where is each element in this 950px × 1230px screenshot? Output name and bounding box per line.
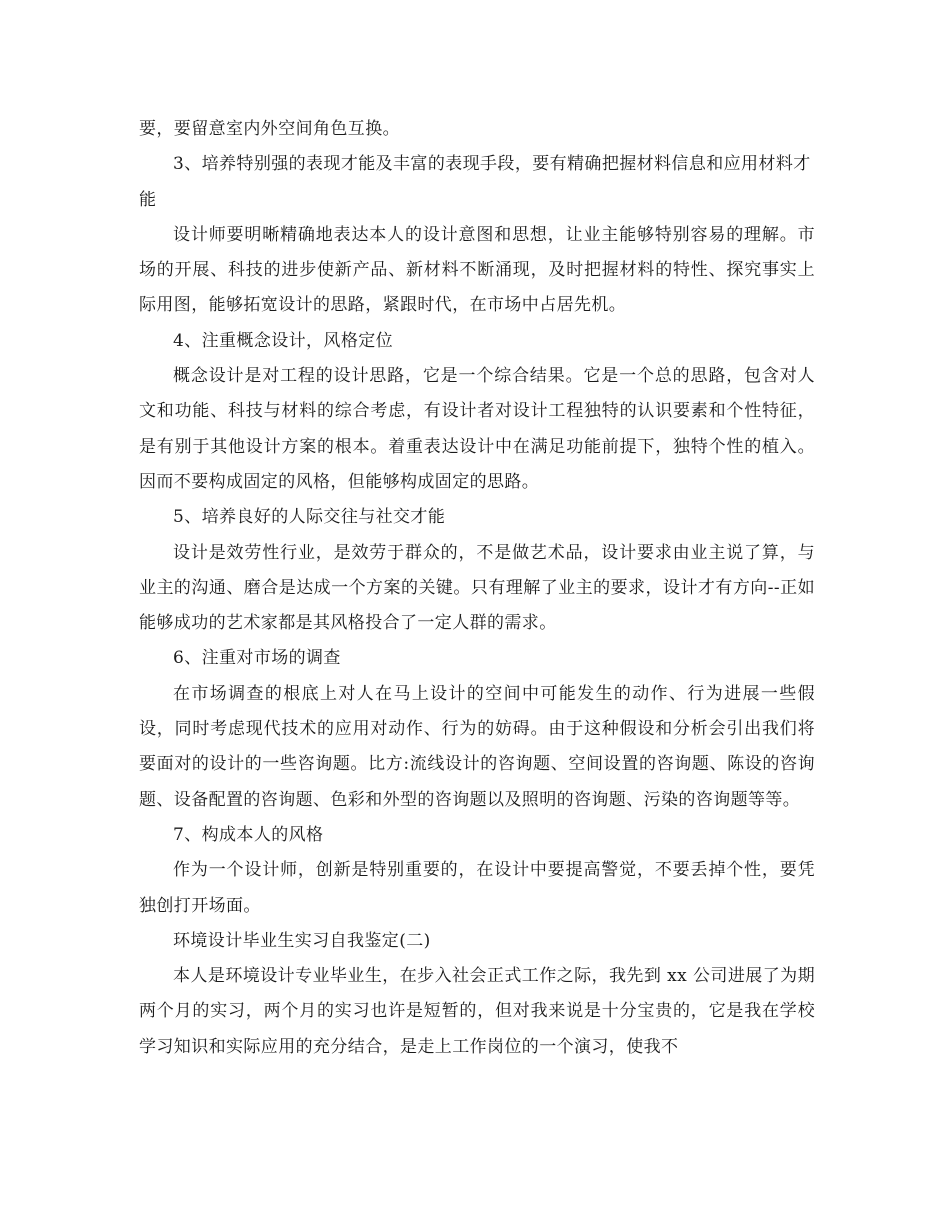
paragraph-market-survey: 在市场调查的根底上对人在马上设计的空间中可能发生的动作、行为进展一些假设，同时考虑现代技术的应用对动作、行为的妨碍。由于这种假设和分析会引出我们将要面对的设计的一些咨询题。比方:流线设计的咨询题、空间设置的咨询题、陈设的咨询题、设备配置的咨询题、色彩和外型的咨询题以及照明的咨询题、污染的咨询题等等。 — [139, 683, 815, 810]
document-subtitle: 环境设计毕业生实习自我鉴定(二) — [173, 930, 431, 951]
paragraph-designer-expression: 设计师要明晰精确地表达本人的设计意图和思想，让业主能够特别容易的理解。市场的开展、科技的进步使新产品、新材料不断涌现，及时把握材料的特性、探究事实上际用图，能够拓宽设计的思路，紧跟时代，在市场中占居先机。 — [139, 224, 815, 316]
paragraph-continuation: 要，要留意室内外空间角色互换。 — [139, 119, 400, 139]
paragraph-service-industry: 设计是效劳性行业，是效劳于群众的，不是做艺术品，设计要求由业主说了算，与业主的沟通、磨合是达成一个方案的关键。只有理解了业主的要求，设计才有方向--正如能够成功的艺术家都是其风格投合了一定人群的需求。 — [139, 542, 815, 634]
section-heading-4: 4、注重概念设计，风格定位 — [173, 330, 394, 351]
section-heading-7: 7、构成本人的风格 — [173, 824, 324, 845]
document-body — [139, 112, 815, 1065]
section-heading-3: 3、培养特别强的表现才能及丰富的表现手段，要有精确把握材料信息和应用材料才能 — [139, 154, 811, 210]
paragraph-internship-intro: 本人是环境设计专业毕业生，在步入社会正式工作之际，我先到 xx 公司进展了为期两个月的实习，两个月的实习也许是短暂的，但对我来说是十分宝贵的，它是我在学校学习知识和实际应用的充分结合，是走上工作岗位的一个演习，使我不 — [139, 966, 815, 1057]
paragraph-concept-design: 概念设计是对工程的设计思路，它是一个综合结果。它是一个总的思路，包含对人文和功能、科技与材料的综合考虑，有设计者对设计工程独特的认识要素和个性特征，是有别于其他设计方案的根本。着重表达设计中在满足功能前提下，独特个性的植入。因而不要构成固定的风格，但能够构成固定的思路。 — [139, 366, 815, 492]
paragraph-own-style: 作为一个设计师，创新是特别重要的，在设计中要提高警觉，不要丢掉个性，要凭独创打开场面。 — [139, 860, 815, 916]
section-heading-5: 5、培养良好的人际交往与社交才能 — [173, 507, 446, 528]
section-heading-6: 6、注重对市场的调查 — [173, 648, 341, 669]
